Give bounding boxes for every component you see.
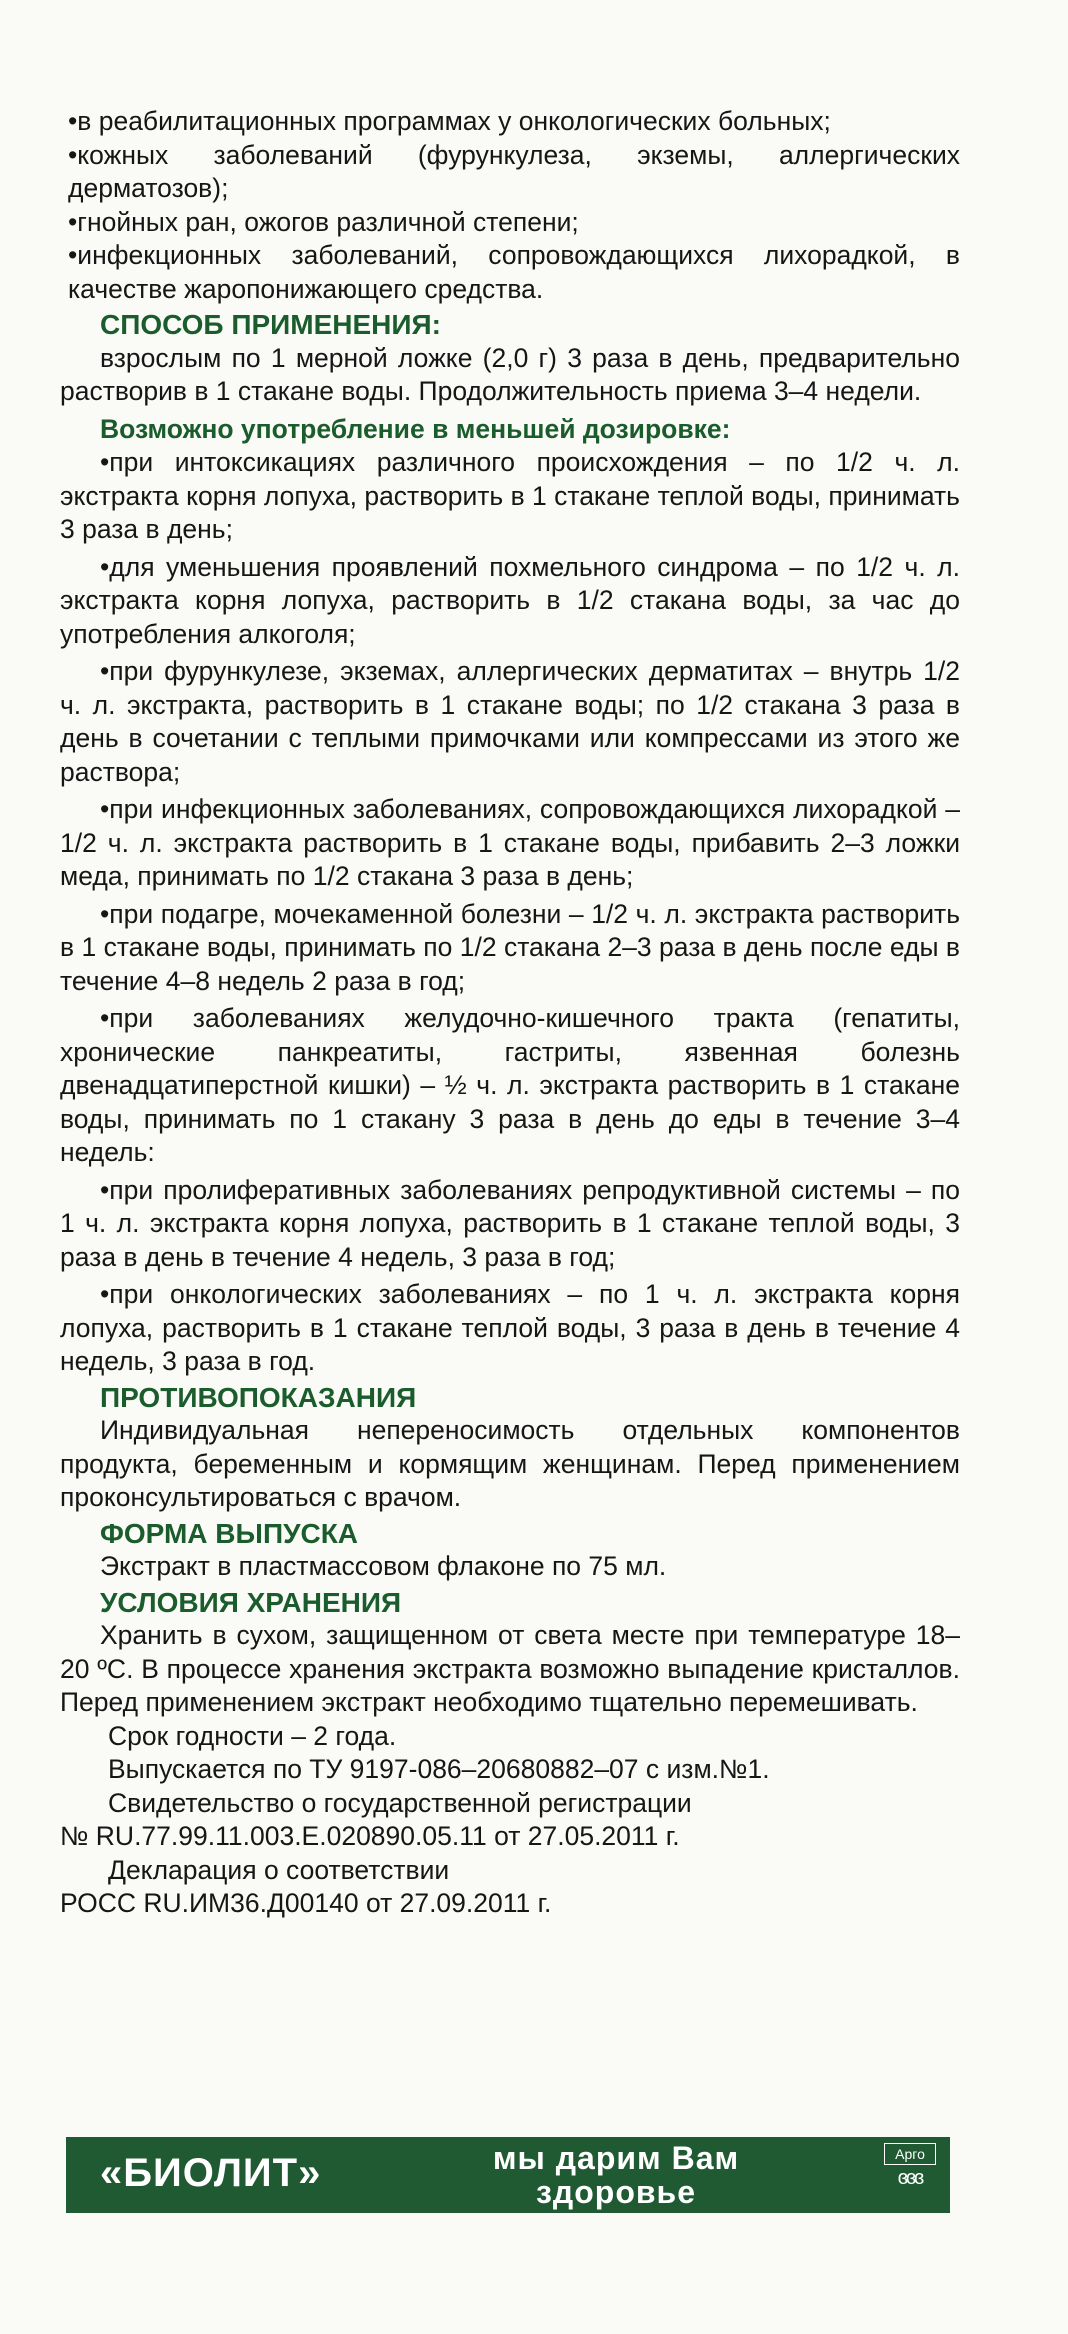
usage-heading: СПОСОБ ПРИМЕНЕНИЯ: xyxy=(100,309,441,340)
tu-info: Выпускается по ТУ 9197-086–20680882–07 с изм.№1. xyxy=(108,1754,770,1784)
intro-bullet: •кожных заболеваний (фурункулеза, экземы, аллергических дерматозов); xyxy=(68,139,960,203)
lower-dose-heading: Возможно употребление в меньшей дозировке: xyxy=(100,413,731,444)
leaflet-text xyxy=(60,105,960,1921)
slogan-line-2: здоровье xyxy=(536,2174,696,2210)
form-heading: ФОРМА ВЫПУСКА xyxy=(100,1517,359,1549)
argo-logo xyxy=(884,2143,936,2207)
dose-item: •при заболеваниях желудочно-кишечного тракта (гепатиты, хронические панкреатиты, гастриты, язвенная болезнь двенадцатиперстной кишки) – ½ ч. л. экстракта растворить в 1 стакане воды, принимать по 1 стакану 3 раза в день до еды в течение 3–4 недель: xyxy=(60,1003,960,1167)
dose-item: •при интоксикациях различного происхождения – по 1/2 ч. л. экстракта корня лопуха, растворить в 1 стакане теплой воды, принимать 3 раза в день; xyxy=(60,447,960,544)
dose-item: •при пролиферативных заболеваниях репродуктивной системы – по 1 ч. л. экстракта корня лопуха, растворить в 1 стакане теплой воды, 3 раза в день в течение 4 недель, 3 раза в год; xyxy=(60,1174,960,1272)
usage-text: взрослым по 1 мерной ложке (2,0 г) 3 раза в день, предварительно растворив в 1 стакане воды. Продолжительность приема 3–4 недели. xyxy=(60,342,960,406)
slogan xyxy=(426,2141,806,2209)
slogan-line-1: мы дарим Вам xyxy=(492,2140,740,2176)
intro-bullet: •гнойных ран, ожогов различной степени; xyxy=(68,206,579,237)
storage-heading: УСЛОВИЯ ХРАНЕНИЯ xyxy=(100,1586,402,1618)
form-text: Экстракт в пластмассовом флаконе по 75 мл. xyxy=(100,1551,667,1581)
storage-text: Хранить в сухом, защищенном от света месте при температуре 18–20 ºС. В процессе хранения экстракта возможно выпадение кристаллов. Перед применением экстракт необходимо тщательно перемешивать. xyxy=(60,1620,960,1717)
contraindications-heading: ПРОТИВОПОКАЗАНИЯ xyxy=(100,1381,417,1413)
argo-waves-icon: ɞɞɞ xyxy=(897,2167,923,2189)
declaration-label: Декларация о соответствии xyxy=(108,1854,450,1885)
brand-name: «БИОЛИТ» xyxy=(100,2151,322,2195)
registration-number: № RU.77.99.11.003.Е.020890.05.11 от 27.05.2011 г. xyxy=(60,1821,680,1851)
argo-label: Арго xyxy=(884,2143,936,2165)
declaration-number: РОСС RU.ИМ36.Д00140 от 27.09.2011 г. xyxy=(60,1888,552,1918)
dose-item: •при фурункулезе, экземах, аллергических дерматитах – внутрь 1/2 ч. л. экстракта, растворить в 1 стакане воды; по 1/2 стакана 3 раза в день в сочетании с теплыми примочками или компрессами из этого же раствора; xyxy=(60,656,960,787)
registration-label: Свидетельство о государственной регистрации xyxy=(108,1787,692,1818)
brand-banner xyxy=(66,2137,950,2213)
intro-bullet: •инфекционных заболеваний, сопровождающихся лихорадкой, в качестве жаропонижающего средства. xyxy=(68,240,960,304)
dose-item: •при подагре, мочекаменной болезни – 1/2 ч. л. экстракта растворить в 1 стакане воды, принимать по 1/2 стакана 2–3 раза в день после еды в течение 4–8 недель 2 раза в год; xyxy=(60,898,960,996)
dose-item: •при онкологических заболеваниях – по 1 ч. л. экстракта корня лопуха, растворить в 1 стакане теплой воды, 3 раза в день в течение 4 недель, 3 раза в год. xyxy=(60,1279,960,1376)
dose-item: •при инфекционных заболеваниях, сопровождающихся лихорадкой – 1/2 ч. л. экстракта растворить в 1 стакане воды, прибавить 2–3 ложки меда, принимать по 1/2 стакана 3 раза в день; xyxy=(60,794,960,891)
contraindications-text: Индивидуальная непереносимость отдельных компонентов продукта, беременным и кормящим женщинам. Перед применением проконсультироваться с врачом. xyxy=(60,1415,960,1512)
intro-bullet: •в реабилитационных программах у онкологических больных; xyxy=(68,106,831,136)
dose-item: •для уменьшения проявлений похмельного синдрома – по 1/2 ч. л. экстракта корня лопуха, растворить в 1/2 стакана воды, за час до употребления алкоголя; xyxy=(60,551,960,649)
shelf-life: Срок годности – 2 года. xyxy=(108,1720,397,1751)
